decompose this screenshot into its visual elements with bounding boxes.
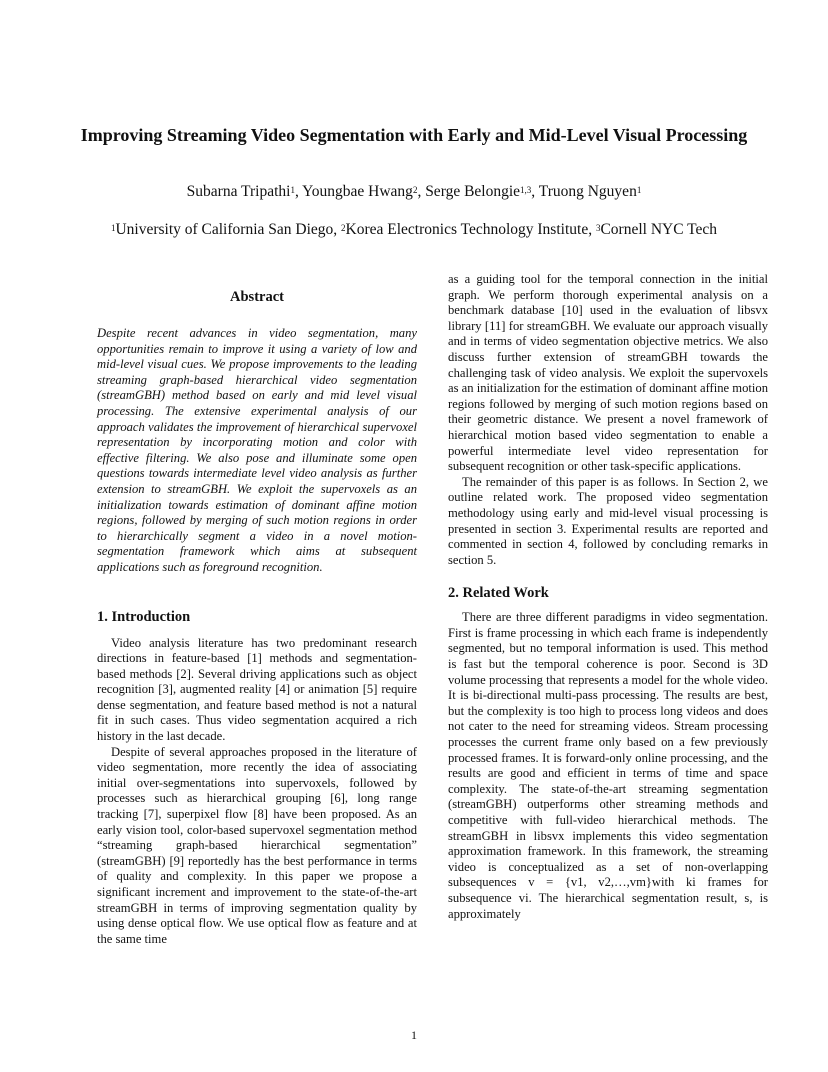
author-name: Serge Belongie — [425, 183, 521, 200]
introduction-heading: 1. Introduction — [97, 608, 191, 625]
right-column — [448, 272, 768, 922]
affiliation-name: Korea Electronics Technology Institute — [345, 221, 589, 238]
introduction-paragraph-continued: as a guiding tool for the temporal connection in the initial graph. We perform thorough experimental analysis on a benchmark database [10] used in the evaluation of libsvx library [11] for streamGBH. We evaluate our approach visually and in terms of video segmentation objective metrics. We also discuss further extension of streamGBH towards the challenging task of video analysis. We exploit the supervoxels as an initialization for the estimation of dominant affine motion regions followed by merging of such motion regions based on their geometric distance. We present a novel framework of hierarchical motion based video segmentation to enable a powerful intermediate level video representation for subsequent recognition or other task-specific applications. — [448, 272, 768, 474]
author-list: Subarna Tripathi$^1$, Youngbae Hwang$^2$, Serge Belongie$^{1,3}$, Truong Nguyen$^1$ — [186, 183, 642, 200]
affiliation-list: $^1$University of California San Diego, $^2$Korea Electronics Technology Institute, $^3$Cornell NYC Tech — [110, 221, 718, 238]
affiliation-number: 3 — [595, 223, 601, 233]
affiliation-number: 1 — [110, 223, 116, 233]
paper-title: Improving Streaming Video Segmentation with Early and Mid-Level Visual Processing — [80, 125, 748, 145]
author-affiliation-mark: 1 — [636, 185, 642, 195]
affiliation-name: Cornell NYC Tech — [600, 221, 718, 238]
affiliation-number: 2 — [341, 223, 346, 233]
page-number: 1 — [411, 1028, 417, 1042]
abstract-text: Despite recent advances in video segmentation, many opportunities remain to improve it using a variety of low and mid-level visual cues. We propose improvements to the leading streaming graph-based hierarchical video segmentation (streamGBH) method based on early and mid level visual processing. The extensive experimental analysis of our approach validates the improvement of hierarchical supervoxel representation by incorporating motion and color with effective filtering. We also pose and illuminate some open questions towards intermediate level video analysis as further extension to streamGBH. We exploit the supervoxels as an initialization towards estimation of dominant affine motion regions, followed by merging of such motion regions in order to hierarchically segment a video in a novel motion-segmentation framework which aims at subsequent applications such as foreground recognition. — [97, 326, 417, 574]
abstract-heading: Abstract — [230, 289, 284, 305]
author-name: Youngbae Hwang — [302, 183, 413, 200]
affiliation-name: University of California San Diego — [115, 221, 334, 238]
related-work-heading: 2. Related Work — [448, 585, 549, 602]
related-work-paragraph: There are three different paradigms in video segmentation. First is frame processing in which each frame is independently segmented, but no temporal information is used. This method is fast but the temporal coherence is poor. Second is 3D volume processing that represents a model for the whole video. It is bi-directional multi-pass processing. The results are best, but the complexity is too high to process long videos and does not cater to the need for streaming videos. Stream processing processes the current frame only based on a few previously processed frames. It is forward-only online processing, and the results are good and efficient in terms of time and space complexity. The state-of-the-art streaming segmentation (streamGBH) outperforms other streaming methods and competitive with full-video hierarchical methods. The streamGBH in libsvx implements this video segmentation approximation framework. In this framework, the streaming video is conceptualized as a set of non-overlapping subsequences v = {v1, v2,…,vm}with ki frames for subsequence vi. The hierarchical segmentation result, s, is approximately — [448, 610, 768, 921]
introduction-paragraph: Despite of several approaches proposed in the literature of video segmentation, more recently the idea of associating initial over-segmentations into supervoxels, followed by processes such as hierarchical grouping [6], long range tracking [7], superpixel flow [8] have been proposed. As an early vision tool, color-based supervoxel segmentation method “streaming graph-based hierarchical segmentation” (streamGBH) [9] reportedly has the best performance in terms of quality and complexity. In this paper we propose a significant increment and improvement to the state-of-the-art streamGBH in terms of improving segmentation quality by using dense optical flow. We use optical flow as feature and at the same time — [97, 744, 417, 946]
author-affiliation-mark: 1 — [290, 185, 295, 195]
author-name: Truong Nguyen — [538, 183, 637, 200]
introduction-paragraph: Video analysis literature has two predominant research directions in feature-based [1] methods and segmentation-based methods [2]. Several driving applications such as object recognition [3], augmented reality [4] or animation [5] require dense segmentation, and feature based method is not a natural fit in such cases. Thus video segmentation acquired a rich history in the last decade. — [97, 635, 417, 744]
author-affiliation-mark: 1,3 — [520, 185, 532, 195]
left-column — [97, 288, 417, 947]
introduction-paragraph: The remainder of this paper is as follows. In Section 2, we outline related work. The proposed video segmentation methodology using early and mid-level visual processing is presented in section 3. Experimental results are reported and commented in section 4, followed by concluding remarks in section 5. — [448, 474, 768, 567]
author-name: Subarna Tripathi — [186, 183, 291, 200]
author-affiliation-mark: 2 — [412, 185, 418, 195]
